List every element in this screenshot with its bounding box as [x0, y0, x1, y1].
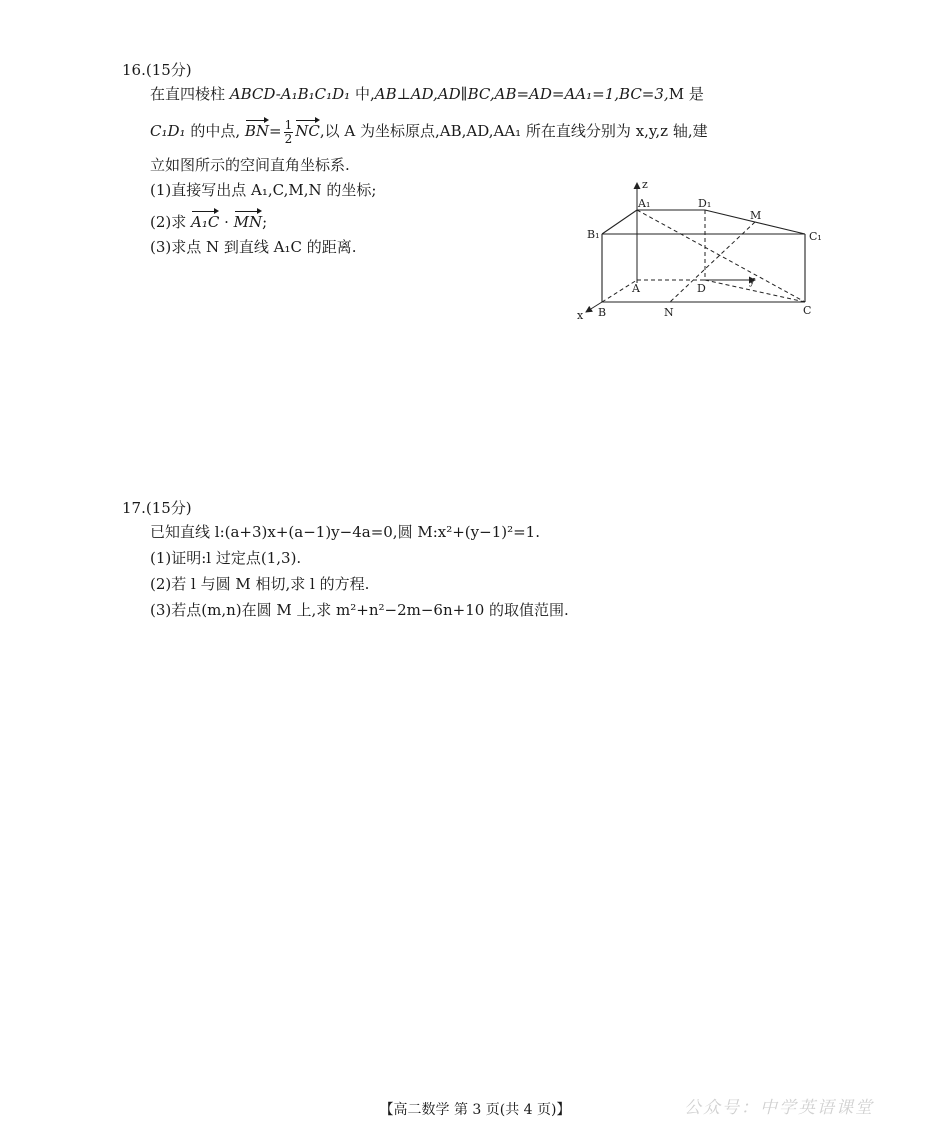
label-m: M	[750, 209, 762, 222]
vector-bn: BN	[245, 118, 269, 141]
q16-part2-suffix: ;	[262, 213, 268, 231]
q17-score: (15分)	[145, 499, 192, 517]
q16-header	[122, 59, 192, 80]
label-n: N	[664, 306, 674, 319]
q16-stem-line2	[150, 118, 708, 146]
vector-a1c: A₁C	[191, 209, 219, 232]
page-footer: 【高二数学 第 3 页(共 4 页)】	[379, 1102, 571, 1118]
watermark: 公众号：中学英语课堂	[684, 1098, 874, 1118]
label-a: A	[632, 282, 640, 295]
label-x: x	[577, 309, 584, 322]
q16-part1: (1)直接写出点 A₁,C,M,N 的坐标;	[150, 181, 377, 199]
q16-score: (15分)	[145, 61, 192, 79]
q16-number: 16.	[122, 61, 146, 79]
edge-b1-a1	[602, 210, 637, 234]
label-y: y	[749, 274, 756, 287]
dot-operator: ·	[219, 213, 234, 231]
q17-header	[122, 497, 192, 518]
q16-conditions: AB⊥AD,AD∥BC,AB=AD=AA₁=1,BC=3,	[374, 85, 669, 103]
q16-stem-line3: 立如图所示的空间直角坐标系.	[150, 156, 350, 174]
segment-a1-c	[637, 210, 805, 302]
q16-m-def: M 是	[668, 85, 704, 103]
q16-part2	[150, 209, 267, 232]
vector-mn: MN	[234, 209, 262, 232]
label-d1: D₁	[698, 197, 712, 210]
q17-part2: (2)若 l 与圆 M 相切,求 l 的方程.	[150, 575, 370, 593]
q16-equals: =	[269, 122, 282, 140]
q16-part2-prefix: (2)求	[150, 213, 187, 231]
label-a1: A₁	[638, 197, 651, 210]
fraction-one-half	[284, 119, 294, 146]
q17-number: 17.	[122, 499, 146, 517]
q16-midpoint-text: 的中点,	[190, 122, 241, 140]
label-b1: B₁	[587, 228, 600, 241]
q16-c1d1: C₁D₁	[150, 122, 186, 140]
fraction-denominator: 2	[284, 131, 293, 146]
label-b: B	[598, 306, 607, 319]
label-c1: C₁	[809, 230, 822, 243]
q17-stem: 已知直线 l:(a+3)x+(a−1)y−4a=0,圆 M:x²+(y−1)²=1.	[150, 523, 540, 541]
q16-stem-text: 在直四棱柱	[150, 85, 226, 103]
prism-figure	[575, 175, 835, 325]
q17-part1: (1)证明:l 过定点(1,3).	[150, 549, 302, 567]
q16-origin-text: ,以 A 为坐标原点,AB,AD,AA₁ 所在直线分别为 x,y,z 轴,建	[319, 122, 708, 140]
q16-solid: ABCD-A₁B₁C₁D₁	[229, 85, 351, 103]
q16-stem-line1	[150, 84, 704, 104]
fraction-numerator: 1	[284, 117, 293, 132]
label-z: z	[642, 178, 648, 191]
q16-part3: (3)求点 N 到直线 A₁C 的距离.	[150, 238, 357, 256]
vector-nc: NC	[295, 118, 320, 141]
q16-stem-text-2: 中,	[354, 85, 375, 103]
label-d: D	[697, 282, 706, 295]
label-c: C	[803, 304, 812, 317]
q17-part3: (3)若点(m,n)在圆 M 上,求 m²+n²−2m−6n+10 的取值范围.	[150, 601, 569, 619]
